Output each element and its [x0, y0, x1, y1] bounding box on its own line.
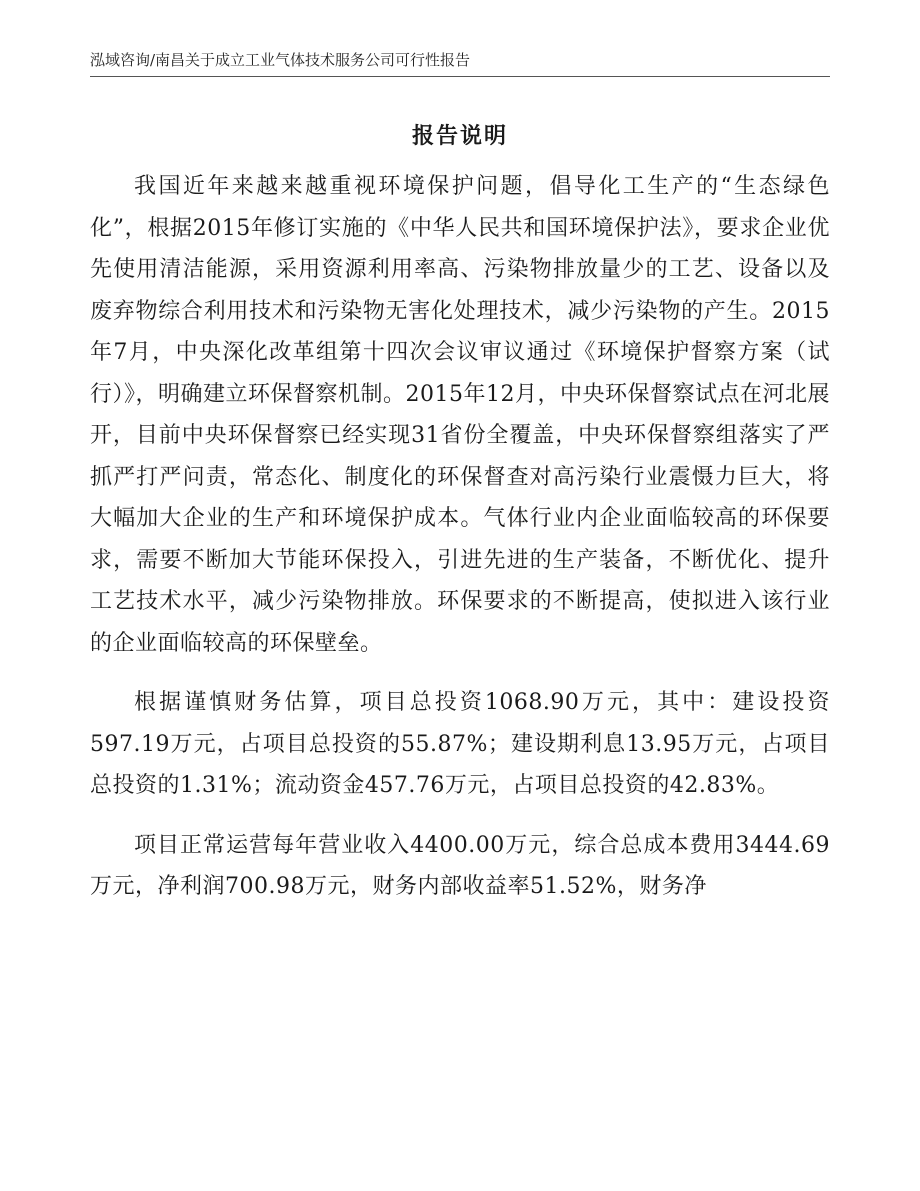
paragraph-investment-estimate: 根据谨慎财务估算，项目总投资1068.90万元，其中：建设投资597.19万元，占项目总投资的55.87%；建设期利息13.95万元，占项目总投资的1.31%；流动资金457.76万元，占项目总投资的42.83%。	[90, 690, 830, 798]
paragraph-environmental-policy: 我国近年来越来越重视环境保护问题，倡导化工生产的“生态绿色化”，根据2015年修订实施的《中华人民共和国环境保护法》，要求企业优先使用清洁能源，采用资源利用率高、污染物排放量少的工艺、设备以及废弃物综合利用技术和污染物无害化处理技术，减少污染物的产生。2015年7月，中央深化改革组第十四次会议审议通过《环境保护督察方案（试行）》，明确建立环保督察机制。2015年12月，中央环保督察试点在河北展开，目前中央环保督察已经实现31省份全覆盖，中央环保督察组落实了严抓严打严问责，常态化、制度化的环保督查对高污染行业震慑力巨大，将大幅加大企业的生产和环境保护成本。气体行业内企业面临较高的环保要求，需要不断加大节能环保投入，引进先进的生产装备，不断优化、提升工艺技术水平，减少污染物排放。环保要求的不断提高，使拟进入该行业的企业面临较高的环保壁垒。	[90, 174, 830, 656]
header-divider	[90, 76, 830, 77]
running-header: 泓域咨询/南昌关于成立工业气体技术服务公司可行性报告	[90, 51, 471, 69]
document-title: 报告说明	[411, 123, 508, 149]
document-body	[90, 166, 830, 908]
paragraph-operating-revenue: 项目正常运营每年营业收入4400.00万元，综合总成本费用3444.69万元，净利润700.98万元，财务内部收益率51.52%，财务净	[90, 832, 830, 899]
